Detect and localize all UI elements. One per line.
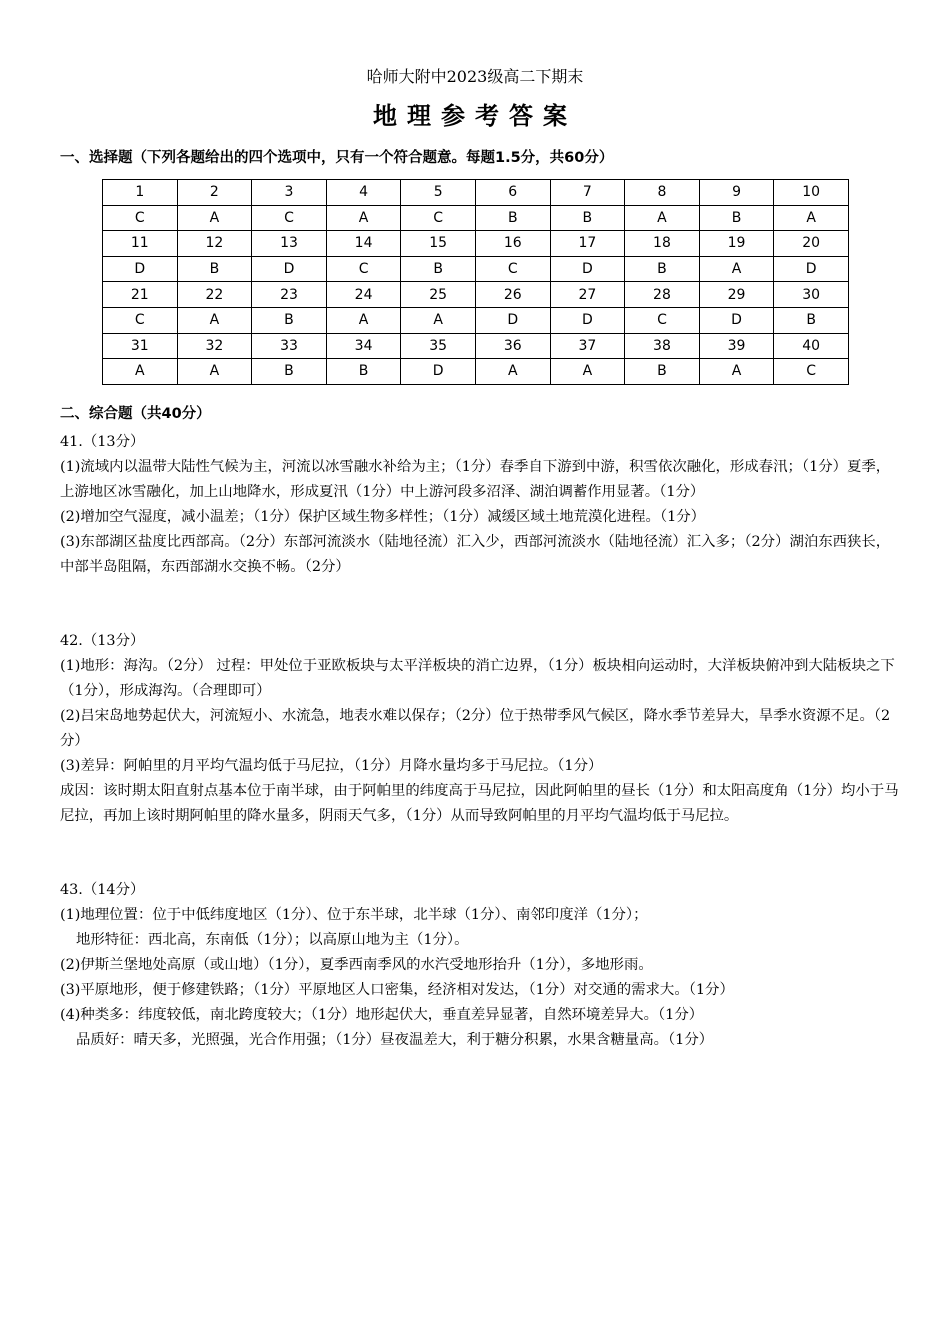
question-number-cell: 30 — [774, 282, 849, 308]
question-number-cell: 18 — [625, 231, 700, 257]
question-number-cell: 35 — [401, 333, 476, 359]
answer-cell: B — [774, 307, 849, 333]
answer-cell: D — [774, 256, 849, 282]
answer-cell: A — [401, 307, 476, 333]
answer-cell: C — [475, 256, 550, 282]
question-43-part-3: (3)平原地形，便于修建铁路；（1分）平原地区人口密集，经济相对发达，（1分）对交通的需求大。（1分） — [60, 982, 734, 998]
answer-cell: A — [774, 205, 849, 231]
answer-cell: A — [699, 256, 774, 282]
question-43-part-2: (2)伊斯兰堡地处高原（或山地）（1分），夏季西南季风的水汽受地形抬升（1分），多地形雨。 — [60, 957, 653, 973]
answer-cell: B — [401, 256, 476, 282]
answer-row — [103, 359, 849, 385]
question-number-cell: 11 — [103, 231, 178, 257]
answer-cell: D — [550, 256, 625, 282]
question-number-row — [103, 231, 849, 257]
section-1-heading: 一、选择题（下列各题给出的四个选项中，只有一个符合题意。每题1.5分，共60分） — [60, 150, 614, 166]
question-number-cell: 38 — [625, 333, 700, 359]
answer-cell: D — [103, 256, 178, 282]
question-number-cell: 36 — [475, 333, 550, 359]
answer-cell: D — [475, 307, 550, 333]
question-number-cell: 8 — [625, 180, 700, 206]
answer-cell: C — [103, 307, 178, 333]
question-number-cell: 33 — [252, 333, 327, 359]
answer-cell: A — [699, 359, 774, 385]
question-number-cell: 5 — [401, 180, 476, 206]
answer-cell: B — [699, 205, 774, 231]
question-number-cell: 25 — [401, 282, 476, 308]
answer-cell: B — [252, 307, 327, 333]
answer-cell: B — [177, 256, 252, 282]
answer-cell: C — [774, 359, 849, 385]
question-number-cell: 19 — [699, 231, 774, 257]
question-number-cell: 31 — [103, 333, 178, 359]
question-number-cell: 40 — [774, 333, 849, 359]
answer-cell: A — [177, 205, 252, 231]
section-2-heading: 二、综合题（共40分） — [60, 406, 211, 422]
answer-cell: A — [550, 359, 625, 385]
answer-cell: A — [475, 359, 550, 385]
question-number-cell: 39 — [699, 333, 774, 359]
question-number-cell: 23 — [252, 282, 327, 308]
answer-cell: D — [401, 359, 476, 385]
answer-row — [103, 256, 849, 282]
answer-cell: A — [326, 205, 401, 231]
question-42-header: 42.（13分） — [60, 633, 145, 649]
question-43-part-1-terrain: 地形特征：西北高，东南低（1分）；以高原山地为主（1分）。 — [76, 932, 469, 948]
question-41-part-2: (2)增加空气湿度，减小温差；（1分）保护区域生物多样性；（1分）减缓区域土地荒漠化进程。（1分） — [60, 509, 706, 525]
question-number-cell: 15 — [401, 231, 476, 257]
question-41-part-1: (1)流域内以温带大陆性气候为主，河流以冰雪融水补给为主；（1分）春季自下游到中游，积雪依次融化，形成春汛；（1分）夏季，上游地区冰雪融化，加上山地降水，形成夏汛（1分）中上游河段多沼泽、湖泊调蓄作用显著。（1分） — [60, 459, 891, 500]
answer-row — [103, 205, 849, 231]
answer-cell: C — [103, 205, 178, 231]
question-number-cell: 1 — [103, 180, 178, 206]
question-number-cell: 13 — [252, 231, 327, 257]
question-43-part-1: (1)地理位置：位于中低纬度地区（1分）、位于东半球，北半球（1分）、南邻印度洋（1分）； — [60, 907, 648, 923]
answer-cell: C — [401, 205, 476, 231]
question-number-cell: 6 — [475, 180, 550, 206]
answer-cell: A — [326, 307, 401, 333]
answer-table — [102, 179, 849, 385]
answer-cell: A — [177, 359, 252, 385]
question-number-cell: 34 — [326, 333, 401, 359]
answer-cell: D — [550, 307, 625, 333]
question-43-part-4: (4)种类多：纬度较低，南北跨度较大；（1分）地形起伏大，垂直差异显著，自然环境差异大。（1分） — [60, 1007, 704, 1023]
question-number-cell: 4 — [326, 180, 401, 206]
question-number-cell: 22 — [177, 282, 252, 308]
question-43-part-4-quality: 品质好：晴天多，光照强，光合作用强；（1分）昼夜温差大，利于糖分积累，水果含糖量高。（1分） — [76, 1032, 714, 1048]
school-exam-name: 哈师大附中2023级高二下期末 — [366, 67, 584, 86]
question-number-cell: 29 — [699, 282, 774, 308]
page-title: 地理参考答案 — [373, 101, 577, 130]
question-number-cell: 12 — [177, 231, 252, 257]
question-41-header: 41.（13分） — [60, 434, 145, 450]
question-43 — [60, 878, 900, 1053]
answer-cell: D — [699, 307, 774, 333]
answer-cell: B — [625, 359, 700, 385]
question-number-cell: 3 — [252, 180, 327, 206]
question-number-row — [103, 333, 849, 359]
question-number-cell: 16 — [475, 231, 550, 257]
answer-cell: B — [550, 205, 625, 231]
question-number-cell: 7 — [550, 180, 625, 206]
question-number-cell: 20 — [774, 231, 849, 257]
question-42-part-3-reason: 成因：该时期太阳直射点基本位于南半球，由于阿帕里的纬度高于马尼拉，因此阿帕里的昼长（1分）和太阳高度角（1分）均小于马尼拉，再加上该时期阿帕里的降水量多，阴雨天气多，（1分）从而导致阿帕里的月平均气温均低于马尼拉。 — [60, 783, 899, 824]
answer-cell: D — [252, 256, 327, 282]
question-number-cell: 24 — [326, 282, 401, 308]
question-number-row — [103, 180, 849, 206]
question-number-cell: 26 — [475, 282, 550, 308]
answer-cell: A — [625, 205, 700, 231]
answer-cell: A — [177, 307, 252, 333]
answer-cell: B — [252, 359, 327, 385]
answer-cell: B — [475, 205, 550, 231]
question-42-part-1: (1)地形：海沟。（2分） 过程：甲处位于亚欧板块与太平洋板块的消亡边界，（1分）板块相向运动时，大洋板块俯冲到大陆板块之下（1分），形成海沟。（合理即可） — [60, 658, 895, 699]
question-number-cell: 37 — [550, 333, 625, 359]
question-number-cell: 28 — [625, 282, 700, 308]
question-42-part-2: (2)吕宋岛地势起伏大，河流短小、水流急，地表水难以保存；（2分）位于热带季风气候区，降水季节差异大，旱季水资源不足。（2分） — [60, 708, 891, 749]
question-number-cell: 2 — [177, 180, 252, 206]
question-number-cell: 21 — [103, 282, 178, 308]
question-number-row — [103, 282, 849, 308]
question-number-cell: 27 — [550, 282, 625, 308]
answer-cell: B — [625, 256, 700, 282]
question-42-part-3: (3)差异：阿帕里的月平均气温均低于马尼拉，（1分）月降水量均多于马尼拉。（1分） — [60, 758, 603, 774]
question-41 — [60, 430, 900, 580]
answer-cell: C — [625, 307, 700, 333]
question-number-cell: 10 — [774, 180, 849, 206]
question-41-part-3: (3)东部湖区盐度比西部高。（2分）东部河流淡水（陆地径流）汇入少，西部河流淡水（陆地径流）汇入多；（2分）湖泊东西狭长，中部半岛阻隔，东西部湖水交换不畅。（2分） — [60, 534, 891, 575]
question-42 — [60, 629, 900, 829]
answer-cell: A — [103, 359, 178, 385]
question-43-header: 43.（14分） — [60, 882, 145, 898]
answer-cell: C — [326, 256, 401, 282]
question-number-cell: 9 — [699, 180, 774, 206]
answer-cell: C — [252, 205, 327, 231]
question-number-cell: 32 — [177, 333, 252, 359]
question-number-cell: 14 — [326, 231, 401, 257]
answer-cell: B — [326, 359, 401, 385]
question-number-cell: 17 — [550, 231, 625, 257]
answer-row — [103, 307, 849, 333]
